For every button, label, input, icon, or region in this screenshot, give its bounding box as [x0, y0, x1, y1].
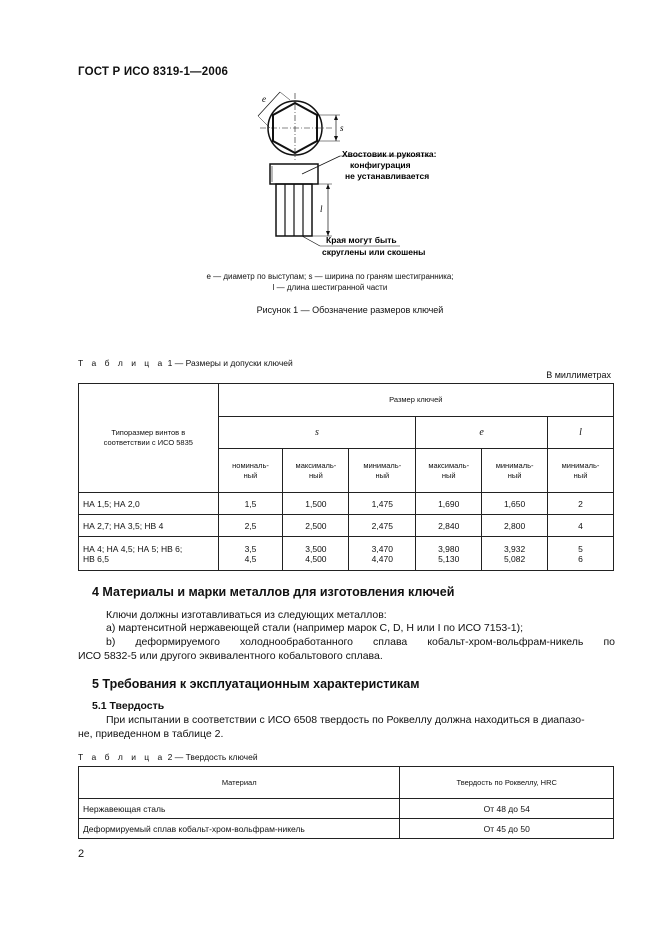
table1-cell: 3,470 4,470: [349, 537, 416, 571]
section4-title: 4 Материалы и марки металлов для изготовления ключей: [92, 585, 455, 599]
section4-item-a: a) мартенситной нержавеющей стали (например марок С, D, Н или I по ИСО 7153-1);: [106, 622, 524, 634]
table1-group-l: l: [548, 417, 614, 449]
table-row: [79, 493, 614, 515]
table-row: [79, 819, 614, 839]
table2-cell-hardness: От 48 до 54: [400, 799, 614, 819]
callout-handle-line2: конфигурация: [350, 160, 411, 170]
table1-group-s: s: [218, 417, 416, 449]
table1-header-key-size: Размер ключей: [218, 384, 613, 417]
table1-cell: 2,500: [283, 515, 349, 537]
table-row: [79, 799, 614, 819]
figure-legend-line1: e — диаметр по выступам; s — ширина по граням шестигранника;: [206, 272, 454, 281]
table1-cell: 1,690: [416, 493, 482, 515]
e-dimension-label: e: [262, 94, 266, 104]
table2-cell-hardness: От 45 до 50: [400, 819, 614, 839]
section4-item-b-line1: b) деформируемого холоднообработанного сплава кобальт-хром-вольфрам-никель по: [106, 636, 615, 648]
table1-cell-screw: НА 1,5; НА 2,0: [79, 493, 219, 515]
callout-handle-line3: не устанавливается: [345, 171, 430, 181]
table2-cell-material: Нержавеющая сталь: [79, 799, 400, 819]
table-row: [79, 537, 614, 571]
table1-cell: 2,800: [482, 515, 548, 537]
figure-legend-line2: l — длина шестигранной части: [272, 283, 388, 292]
table1-cell: 5 6: [548, 537, 614, 571]
hardness-table: [78, 766, 614, 839]
table1-cell: 2: [548, 493, 614, 515]
table1-units: В миллиметрах: [546, 370, 611, 380]
table1-cell: 4: [548, 515, 614, 537]
table1-cell: 1,475: [349, 493, 416, 515]
table2-cell-material: Деформируемый сплав кобальт-хром-вольфрам-никель: [79, 819, 400, 839]
section4-item-b-line2: ИСО 5832-5 или другого эквивалентного кобальтового сплава.: [78, 650, 383, 662]
section5-1-title: 5.1 Твердость: [92, 700, 165, 712]
table1-cell: 2,840: [416, 515, 482, 537]
table1-cell-screw: НА 4; НА 4,5; НА 5; НВ 6; НВ 6,5: [79, 537, 219, 571]
table1-cell: 1,500: [283, 493, 349, 515]
table1-cell-screw: НА 2,7; НА 3,5; НВ 4: [79, 515, 219, 537]
table1-sub-s-nominal: номиналь- ный: [218, 449, 283, 493]
table1-cell: 2,5: [218, 515, 283, 537]
table1-sub-s-max: максималь- ный: [283, 449, 349, 493]
table1-sub-e-max: максималь- ный: [416, 449, 482, 493]
table2-caption-prefix: Т а б л и ц а: [78, 752, 166, 762]
table1-caption: [78, 358, 293, 368]
table1-sub-l-min: минималь- ный: [548, 449, 614, 493]
l-dimension-label: l: [320, 204, 323, 214]
table1-sub-e-min: минималь- ный: [482, 449, 548, 493]
callout-handle-line1: Хвостовик и рукоятка:: [342, 149, 437, 159]
figure-caption: Рисунок 1 — Обозначение размеров ключей: [256, 305, 444, 315]
table2-caption: [78, 752, 258, 762]
callout-edges-line1: Края могут быть: [326, 235, 397, 245]
table2-header-material: Материал: [79, 767, 400, 799]
table1-cell: 3,980 5,130: [416, 537, 482, 571]
section5-para-line1: При испытании в соответствии с ИСО 6508 твердость по Роквеллу должна находиться в диапазо-: [106, 714, 585, 726]
table1-cell: 3,5 4,5: [218, 537, 283, 571]
table2-caption-text: 2 — Твердость ключей: [167, 752, 258, 762]
section4-intro: Ключи должны изготавливаться из следующих металлов:: [106, 609, 387, 621]
table1-caption-prefix: Т а б л и ц а: [78, 358, 166, 368]
table-row: [79, 515, 614, 537]
table1-group-e: e: [416, 417, 548, 449]
hex-key-drawing: [240, 88, 460, 268]
callout-edges-line2: скруглены или скошены: [322, 247, 426, 257]
table2-header-hardness: Твердость по Роквеллу, HRC: [400, 767, 614, 799]
s-dimension-label: s: [340, 123, 344, 133]
section5-title: 5 Требования к эксплуатационным характеристикам: [92, 677, 420, 691]
table1-cell: 3,932 5,082: [482, 537, 548, 571]
dimensions-table: [78, 383, 614, 571]
table1-header-screw-size: Типоразмер винтов в соответствии с ИСО 5835: [79, 384, 219, 493]
table1-cell: 2,475: [349, 515, 416, 537]
table1-cell: 1,650: [482, 493, 548, 515]
table1-caption-text: 1 — Размеры и допуски ключей: [167, 358, 293, 368]
table1-sub-s-min: минималь- ный: [349, 449, 416, 493]
section5-para-line2: не, приведенном в таблице 2.: [78, 728, 224, 740]
table1-cell: 1,5: [218, 493, 283, 515]
table1-cell: 3,500 4,500: [283, 537, 349, 571]
document-header: ГОСТ Р ИСО 8319-1—2006: [78, 66, 229, 78]
page-number: 2: [78, 848, 85, 860]
